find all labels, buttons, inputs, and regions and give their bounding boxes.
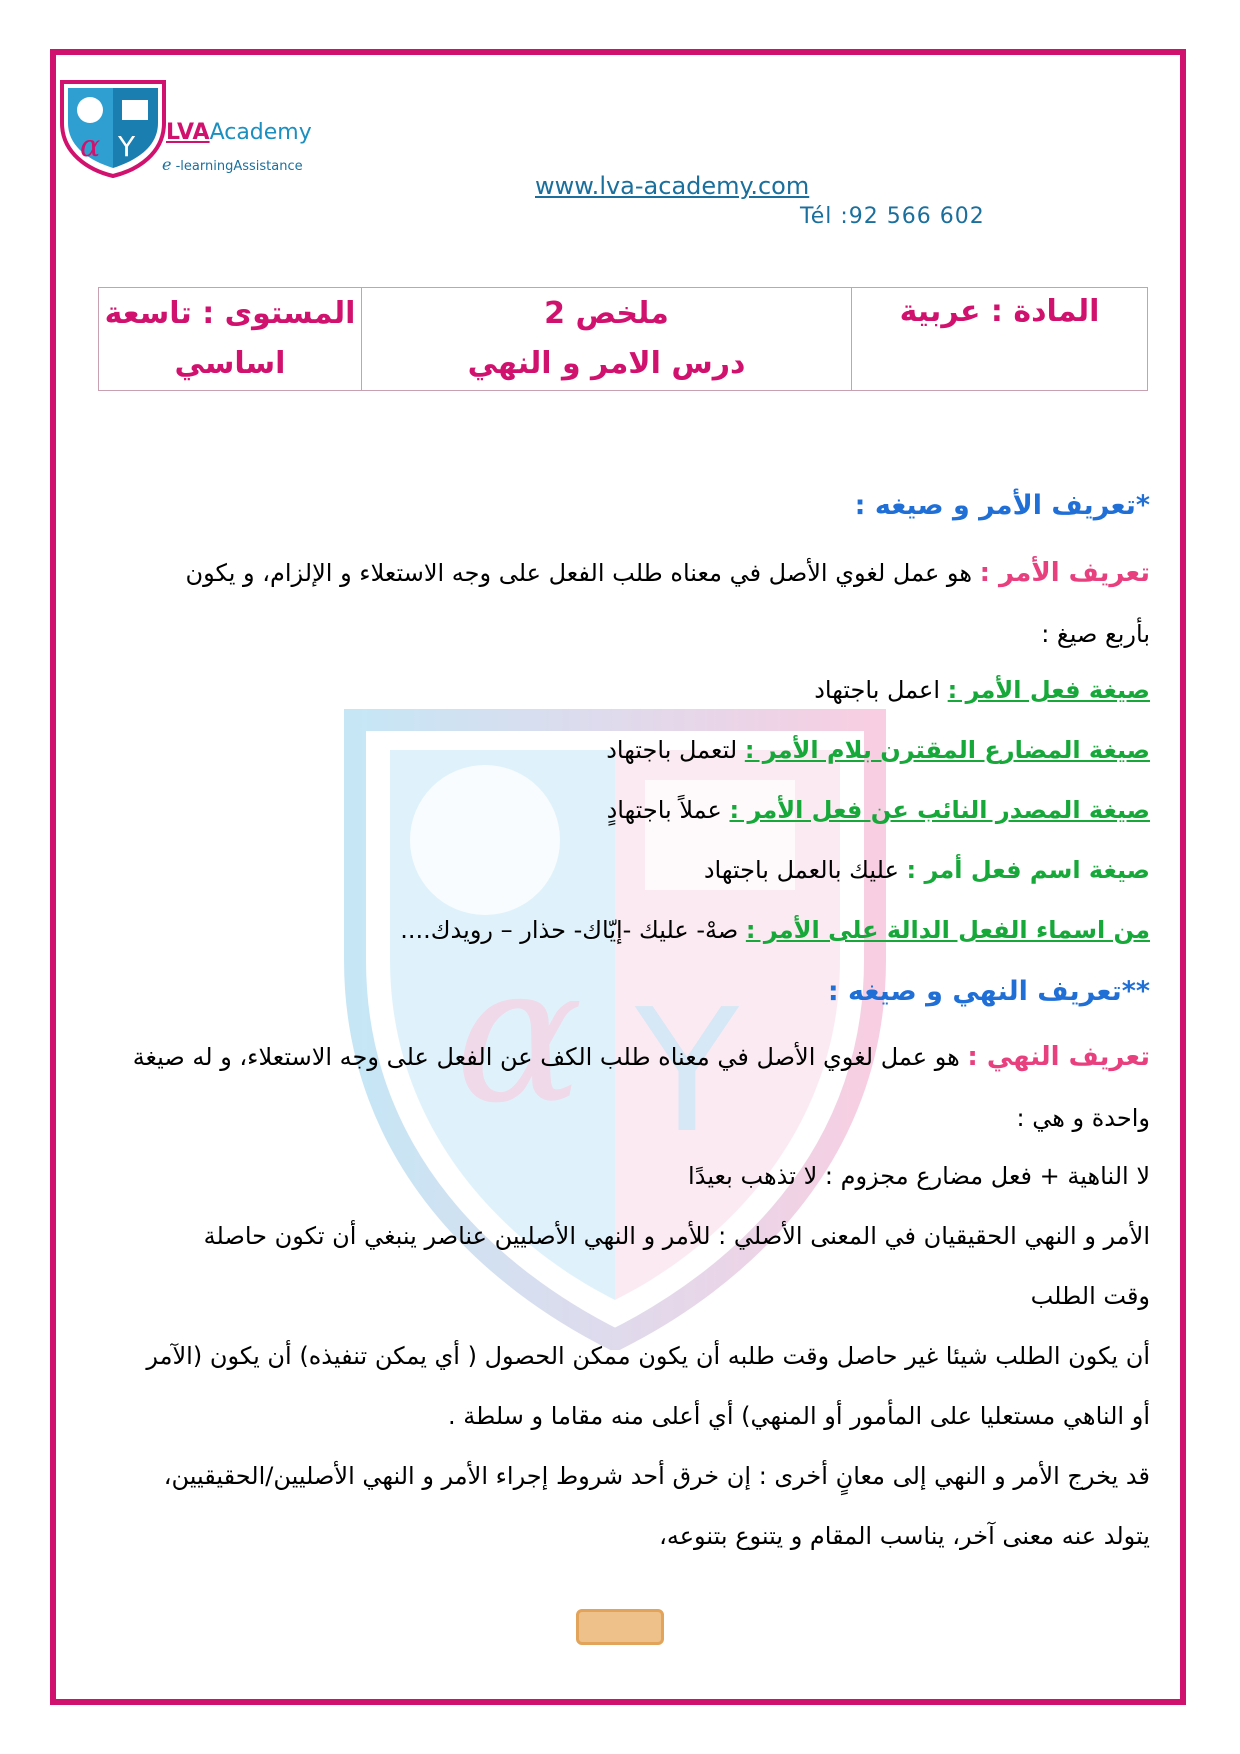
subject-text: المادة : عربية — [899, 294, 1100, 329]
amr-definition-line-2: بأربع صيغ : — [1041, 620, 1150, 648]
form-5-example: صهْ- عليك -إيّاك- حذار – رويدك.... — [400, 916, 746, 944]
real-meaning-line-2: وقت الطلب — [1030, 1282, 1150, 1310]
svg-text:α: α — [80, 129, 101, 164]
form-2-example: لتعمل باجتهاد — [606, 736, 745, 764]
form-2-label: صيغة المضارع المقترن بلام الأمر : — [744, 736, 1150, 764]
real-meaning-line-1: الأمر و النهي الحقيقيان في المعنى الأصلي : للأمر و النهي الأصليين عناصر ينبغي أن تكون حاصلة — [203, 1222, 1150, 1250]
amr-definition-text: هو عمل لغوي الأصل في معناه طلب الفعل على وجه الاستعلاء و الإلزام، و يكون — [185, 559, 980, 587]
amr-form-5 — [400, 916, 1150, 944]
svg-text:Y: Y — [118, 130, 136, 163]
nahy-definition-line-2: واحدة و هي : — [1016, 1104, 1150, 1132]
amr-form-1 — [814, 676, 1150, 704]
level-text: المستوى : تاسعة — [104, 296, 356, 331]
amr-term: تعريف الأمر : — [979, 558, 1150, 588]
nahy-term: تعريف النهي : — [967, 1042, 1150, 1072]
form-1-label: صيغة فعل الأمر : — [947, 676, 1150, 704]
amr-definition-line-1 — [185, 558, 1150, 588]
lva-academy-logo-icon — [58, 78, 168, 178]
form-3-example: عملاً باجتهادٍ — [606, 796, 730, 824]
brand-lva: LVA — [166, 120, 210, 145]
brand-tagline — [162, 155, 303, 174]
other-meanings-line-1: قد يخرج الأمر و النهي إلى معانٍ أخرى : إن خرق أحد شروط إجراء الأمر و النهي الأصليين/الحقيقيين، — [163, 1462, 1150, 1490]
form-3-label: صيغة المصدر النائب عن فعل الأمر : — [729, 796, 1150, 824]
heading-amr: *تعريف الأمر و صيغه : — [854, 490, 1150, 521]
other-meanings-line-2: يتولد عنه معنى آخر، يناسب المقام و يتنوع بتنوعه، — [659, 1522, 1150, 1550]
svg-text:α: α — [455, 924, 584, 1145]
tagline-e: e — [162, 155, 172, 174]
lesson-info-table — [98, 287, 1148, 391]
telephone: Tél :92 566 602 — [800, 204, 985, 229]
heading-nahy: **تعريف النهي و صيغه : — [827, 976, 1150, 1007]
summary-cell — [362, 288, 852, 391]
form-1-example: اعمل باجتهاد — [814, 676, 948, 704]
page-number-tab — [576, 1609, 664, 1645]
conditions-line-2: أو الناهي مستعليا على المأمور أو المنهي) أي أعلى منه مقاما و سلطة . — [448, 1402, 1150, 1430]
amr-form-2 — [606, 736, 1150, 764]
tagline-rest: -learningAssistance — [171, 159, 303, 174]
conditions-line-1: أن يكون الطلب شيئا غير حاصل وقت طلبه أن يكون ممكن الحصول ( أي يمكن تنفيذه) أن يكون (الآمر — [146, 1342, 1150, 1370]
form-4-example: عليك بالعمل باجتهاد — [703, 856, 907, 884]
level-cell — [99, 288, 362, 391]
nahy-definition-text: هو عمل لغوي الأصل في معناه طلب الكف عن الفعل على وجه الاستعلاء، و له صيغة — [132, 1043, 968, 1071]
lesson-title: درس الامر و النهي — [467, 346, 746, 381]
subject-cell — [852, 288, 1148, 391]
amr-form-4 — [704, 856, 1150, 884]
website-link[interactable]: www.lva-academy.com — [535, 172, 810, 200]
svg-text:Y: Y — [635, 973, 739, 1171]
amr-form-3 — [607, 796, 1150, 824]
level-text-2: اساسي — [174, 346, 286, 381]
form-4-label: صيغة اسم فعل أمر : — [906, 856, 1150, 884]
brand-name — [166, 120, 312, 145]
nahy-form: لا الناهية + فعل مضارع مجزوم : لا تذهب بعيدًا — [688, 1162, 1150, 1190]
summary-title: ملخص 2 — [544, 296, 669, 331]
brand-academy: Academy — [209, 120, 312, 145]
form-5-label: من اسماء الفعل الدالة على الأمر : — [745, 916, 1150, 944]
nahy-definition-line-1 — [133, 1042, 1150, 1072]
